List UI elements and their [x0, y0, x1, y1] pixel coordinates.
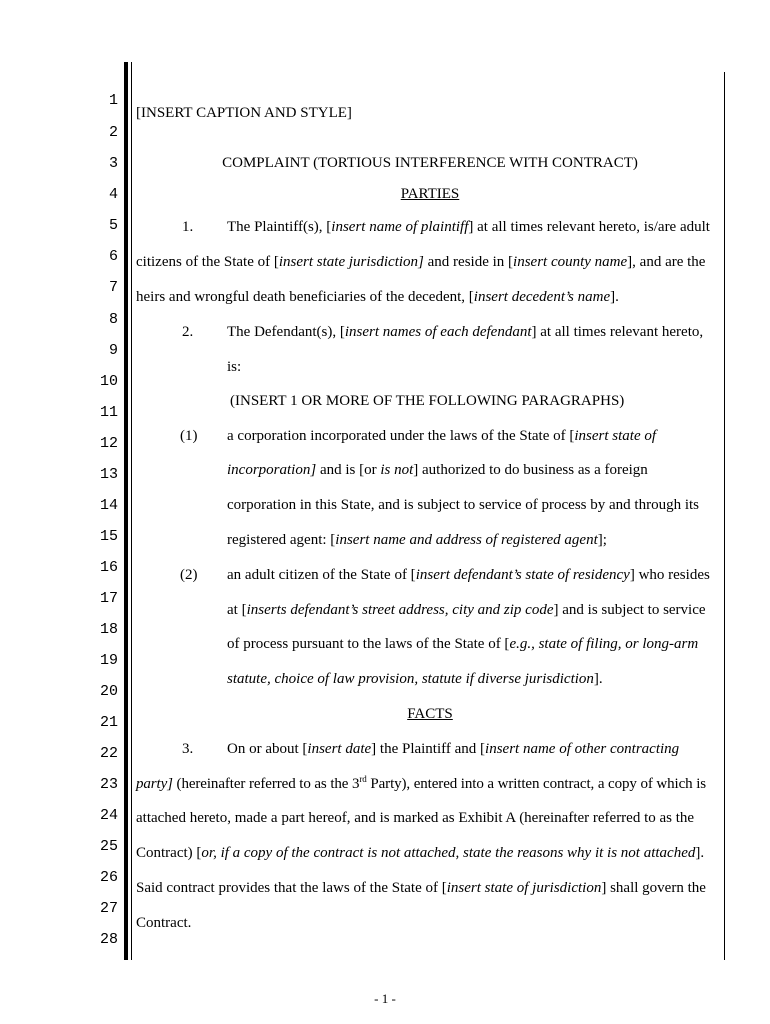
heading-facts: FACTS: [407, 706, 453, 722]
right-margin-rule: [724, 72, 725, 960]
line-number: 22: [99, 745, 118, 762]
line-number: 21: [99, 714, 118, 731]
sub2-line4: statute, choice of law provision, statute if diverse jurisdiction].: [227, 671, 603, 687]
page-number-footer: - 1 -: [374, 991, 396, 1006]
line-number: 26: [99, 869, 118, 886]
line-number: 7: [108, 279, 118, 296]
sub2-number: (2): [180, 567, 198, 583]
line-number: 23: [99, 776, 118, 793]
para3-line6: Contract.: [136, 915, 192, 931]
line-number: 12: [99, 435, 118, 452]
line-number: 24: [99, 807, 118, 824]
para3-line3: attached hereto, made a part hereof, and is marked as Exhibit A (hereinafter referred to as the: [136, 810, 695, 826]
para1-line3: heirs and wrongful death beneficiaries of the decedent, [insert decedent’s name].: [136, 289, 619, 305]
line-number: 4: [108, 186, 118, 203]
line-number: 6: [108, 248, 118, 265]
para1-number: 1.: [182, 219, 194, 235]
line-number: 16: [99, 559, 118, 576]
para3-line2: party] (hereinafter referred to as the 3rd Party), entered into a written contract, a copy of which is: [136, 774, 707, 792]
sub2-line1: an adult citizen of the State of [insert defendant’s state of residency] who resides: [227, 567, 710, 583]
line-number: 28: [99, 931, 118, 948]
line-number: 2: [108, 124, 118, 141]
line-number: 27: [99, 900, 118, 917]
sub1-line2: incorporation] and is [or is not] authorized to do business as a foreign: [227, 462, 648, 478]
para1-line1: The Plaintiff(s), [insert name of plaintiff] at all times relevant hereto, is/are adult: [227, 219, 710, 235]
line-number: 10: [99, 373, 118, 390]
line-number: 8: [108, 311, 118, 328]
line-number: 9: [108, 342, 118, 359]
sub1-line4: registered agent: [insert name and address of registered agent];: [227, 532, 607, 548]
line-number: 25: [99, 838, 118, 855]
line-number: 5: [108, 217, 118, 234]
line-number: 3: [108, 155, 118, 172]
sub1-line1: a corporation incorporated under the laws of the State of [insert state of: [227, 428, 657, 444]
line-number: 20: [99, 683, 118, 700]
left-margin-rule-thick: [124, 62, 128, 960]
para2-line1: The Defendant(s), [insert names of each defendant] at all times relevant hereto,: [227, 324, 704, 340]
sub1-line3: corporation in this State, and is subject to service of process by and through its: [227, 497, 699, 513]
line-number: 1: [108, 92, 118, 109]
left-margin-rule-thin: [131, 62, 132, 960]
heading-parties: PARTIES: [400, 186, 460, 202]
sub2-line2: at [inserts defendant’s street address, city and zip code] and is subject to service: [227, 602, 706, 618]
caption-placeholder: [INSERT CAPTION AND STYLE]: [136, 105, 352, 121]
sub1-number: (1): [180, 428, 198, 444]
line-number: 13: [99, 466, 118, 483]
line-number: 19: [99, 652, 118, 669]
para3-line4: Contract) [or, if a copy of the contract is not attached, state the reasons why it is not attached].: [136, 845, 705, 861]
sub2-line3: of process pursuant to the laws of the State of [e.g., state of filing, or long-arm: [227, 636, 699, 652]
line-number: 14: [99, 497, 118, 514]
para3-number: 3.: [182, 741, 194, 757]
para2-instruction: (INSERT 1 OR MORE OF THE FOLLOWING PARAGRAPHS): [230, 393, 625, 409]
para3-line5: Said contract provides that the laws of the State of [insert state of jurisdiction] shall govern the: [136, 880, 706, 896]
para3-line1: On or about [insert date] the Plaintiff and [insert name of other contracting: [227, 741, 680, 757]
line-number: 17: [99, 590, 118, 607]
para2-line2: is:: [227, 359, 242, 375]
line-number: 18: [99, 621, 118, 638]
para2-number: 2.: [182, 324, 194, 340]
document-title: COMPLAINT (TORTIOUS INTERFERENCE WITH CONTRACT): [222, 155, 638, 171]
para1-line2: citizens of the State of [insert state jurisdiction] and reside in [insert county name], and are the: [136, 254, 706, 270]
line-number: 11: [99, 404, 118, 421]
line-number: 15: [99, 528, 118, 545]
